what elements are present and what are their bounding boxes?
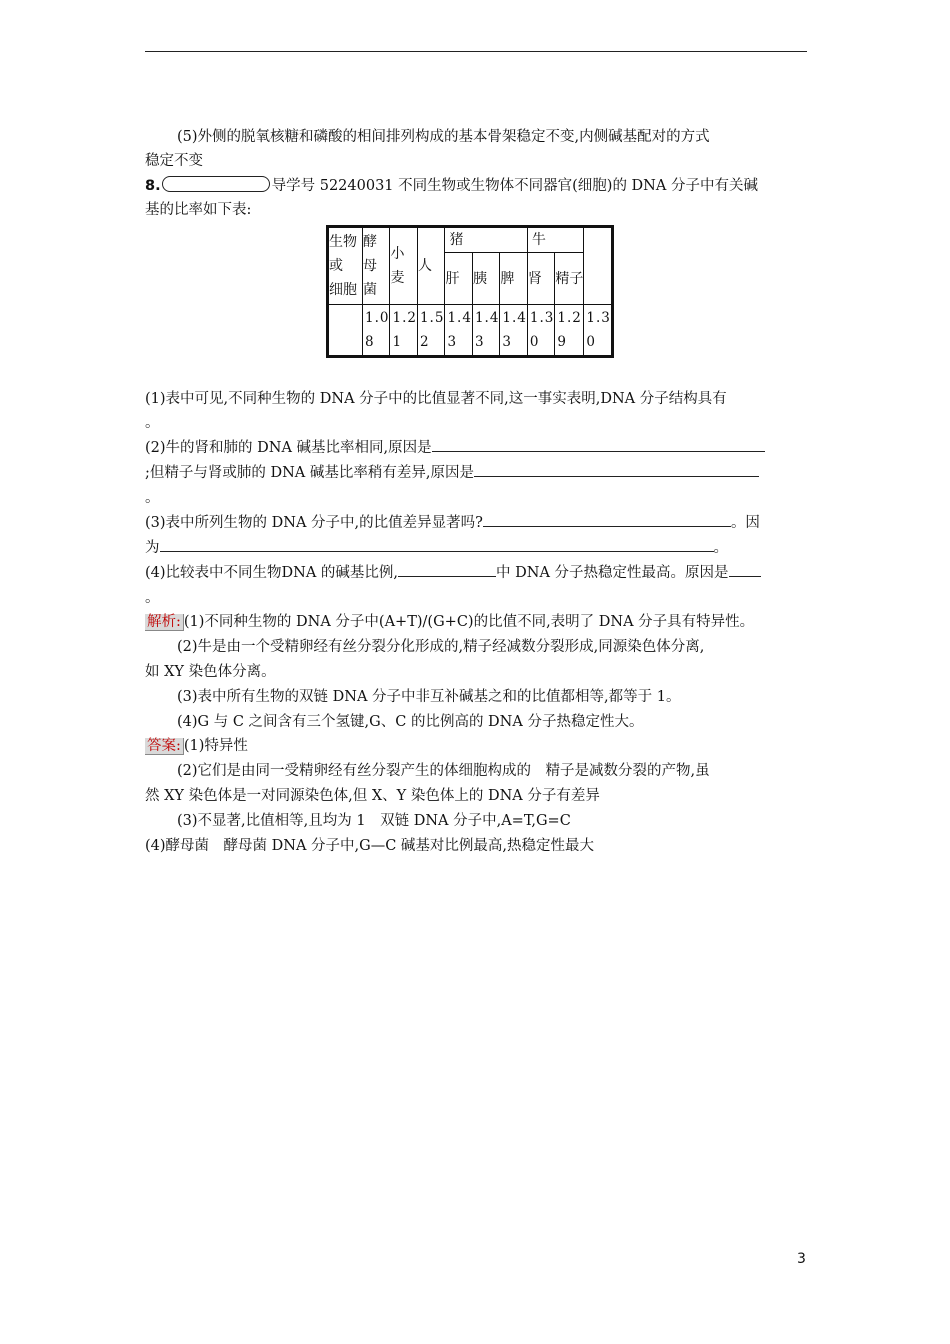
- value-cell: 1.4 3: [500, 305, 527, 357]
- text-line: 基的比率如下表:: [145, 202, 252, 218]
- base-ratio-table: [326, 225, 614, 358]
- text-line: (4)G 与 C 之间含有三个氢键,G、C 的比例高的 DNA 分子热稳定性大。: [177, 714, 644, 730]
- value-cell: 1.3 0: [527, 305, 554, 357]
- header-wheat: 小 麦: [390, 227, 417, 305]
- page-number: 3: [797, 1251, 806, 1267]
- analysis-line: 解析: (1)不同种生物的 DNA 分子中(A+T)/(G+C)的比值不同,表明了 DNA 分子具有特异性。: [147, 614, 755, 630]
- header-organism: 生物 或 细胞: [328, 227, 363, 305]
- header-pig-liver: 肝: [445, 253, 472, 305]
- answer-line: 答案: (1)特异性: [147, 738, 248, 754]
- text-line: (3)表中所有生物的双链 DNA 分子中非互补碱基之和的比值都相等,都等于 1。: [177, 689, 681, 705]
- sub-question-2: (2)牛的肾和肺的 DNA 碱基比率相同,原因是: [145, 437, 765, 459]
- answer-blank[interactable]: [483, 512, 731, 527]
- value-cell: 1.3 0: [584, 305, 612, 357]
- value-cell: 1.2 1: [390, 305, 417, 357]
- answer-blank[interactable]: [398, 562, 496, 577]
- header-pig-pancreas: 胰: [472, 253, 499, 305]
- question-number: 8.: [145, 178, 161, 194]
- text-line: (3)不显著,比值相等,且均为 1 双链 DNA 分子中,A=T,G=C: [177, 813, 571, 829]
- answer-blank[interactable]: [729, 562, 761, 577]
- sub-question-1: (1)表中可见,不同种生物的 DNA 分子中的比值显著不同,这一事实表明,DNA 分子结构具有: [145, 391, 727, 407]
- header-empty: [584, 227, 612, 305]
- sub-question-3: (3)表中所列生物的 DNA 分子中,的比值差异显著吗? 。因: [145, 512, 760, 534]
- sub-question-2b: ;但精子与肾或肺的 DNA 碱基比率稍有差异,原因是: [145, 462, 759, 484]
- answer-blank[interactable]: [432, 437, 765, 452]
- text-line: (5)外侧的脱氧核糖和磷酸的相间排列构成的基本骨架稳定不变,内侧碱基配对的方式: [177, 129, 710, 145]
- header-pig: 猪: [445, 227, 527, 253]
- text-line: 。: [145, 415, 160, 431]
- header-human: 人: [417, 227, 444, 305]
- answer-tag: 答案:: [145, 738, 184, 755]
- text-line: (2)牛是由一个受精卵经有丝分裂分化形成的,精子经减数分裂形成,同源染色体分离,: [177, 639, 705, 655]
- value-cell: 1.5 2: [417, 305, 444, 357]
- text-line: (2)它们是由同一受精卵经有丝分裂产生的体细胞构成的 精子是减数分裂的产物,虽: [177, 763, 710, 779]
- analysis-tag: 解析:: [145, 614, 184, 631]
- header-rule: [145, 51, 807, 52]
- text-line: (4)酵母菌 酵母菌 DNA 分子中,G—C 碱基对比例最高,热稳定性最大: [145, 838, 595, 854]
- guide-number-box: [162, 176, 270, 192]
- question-text: 导学号 52240031 不同生物或生物体不同器官(细胞)的 DNA 分子中有关碱: [271, 178, 758, 194]
- header-cow: 牛: [527, 227, 583, 253]
- text-line: 稳定不变: [145, 153, 203, 169]
- answer-blank[interactable]: [160, 537, 714, 552]
- header-cow-kidney: 肾: [527, 253, 554, 305]
- value-cell: 1.2 9: [555, 305, 584, 357]
- header-pig-spleen: 脾: [500, 253, 527, 305]
- value-cell: 1.4 3: [472, 305, 499, 357]
- header-yeast: 酵 母 菌: [363, 227, 390, 305]
- sub-question-3b: 为 。: [145, 537, 728, 559]
- text-line: 。: [145, 490, 160, 506]
- value-cell: 1.0 8: [363, 305, 390, 357]
- sub-question-4: (4)比较表中不同生物DNA 的碱基比例, 中 DNA 分子热稳定性最高。原因是: [145, 562, 761, 584]
- cell-empty: [328, 305, 363, 357]
- question-8-line: [145, 175, 758, 197]
- value-cell: 1.4 3: [445, 305, 472, 357]
- answer-blank[interactable]: [474, 462, 759, 477]
- text-line: 如 XY 染色体分离。: [145, 664, 276, 680]
- text-line: 。: [145, 590, 160, 606]
- header-cow-sperm: 精子: [555, 253, 584, 305]
- text-line: 然 XY 染色体是一对同源染色体,但 X、Y 染色体上的 DNA 分子有差异: [145, 788, 600, 804]
